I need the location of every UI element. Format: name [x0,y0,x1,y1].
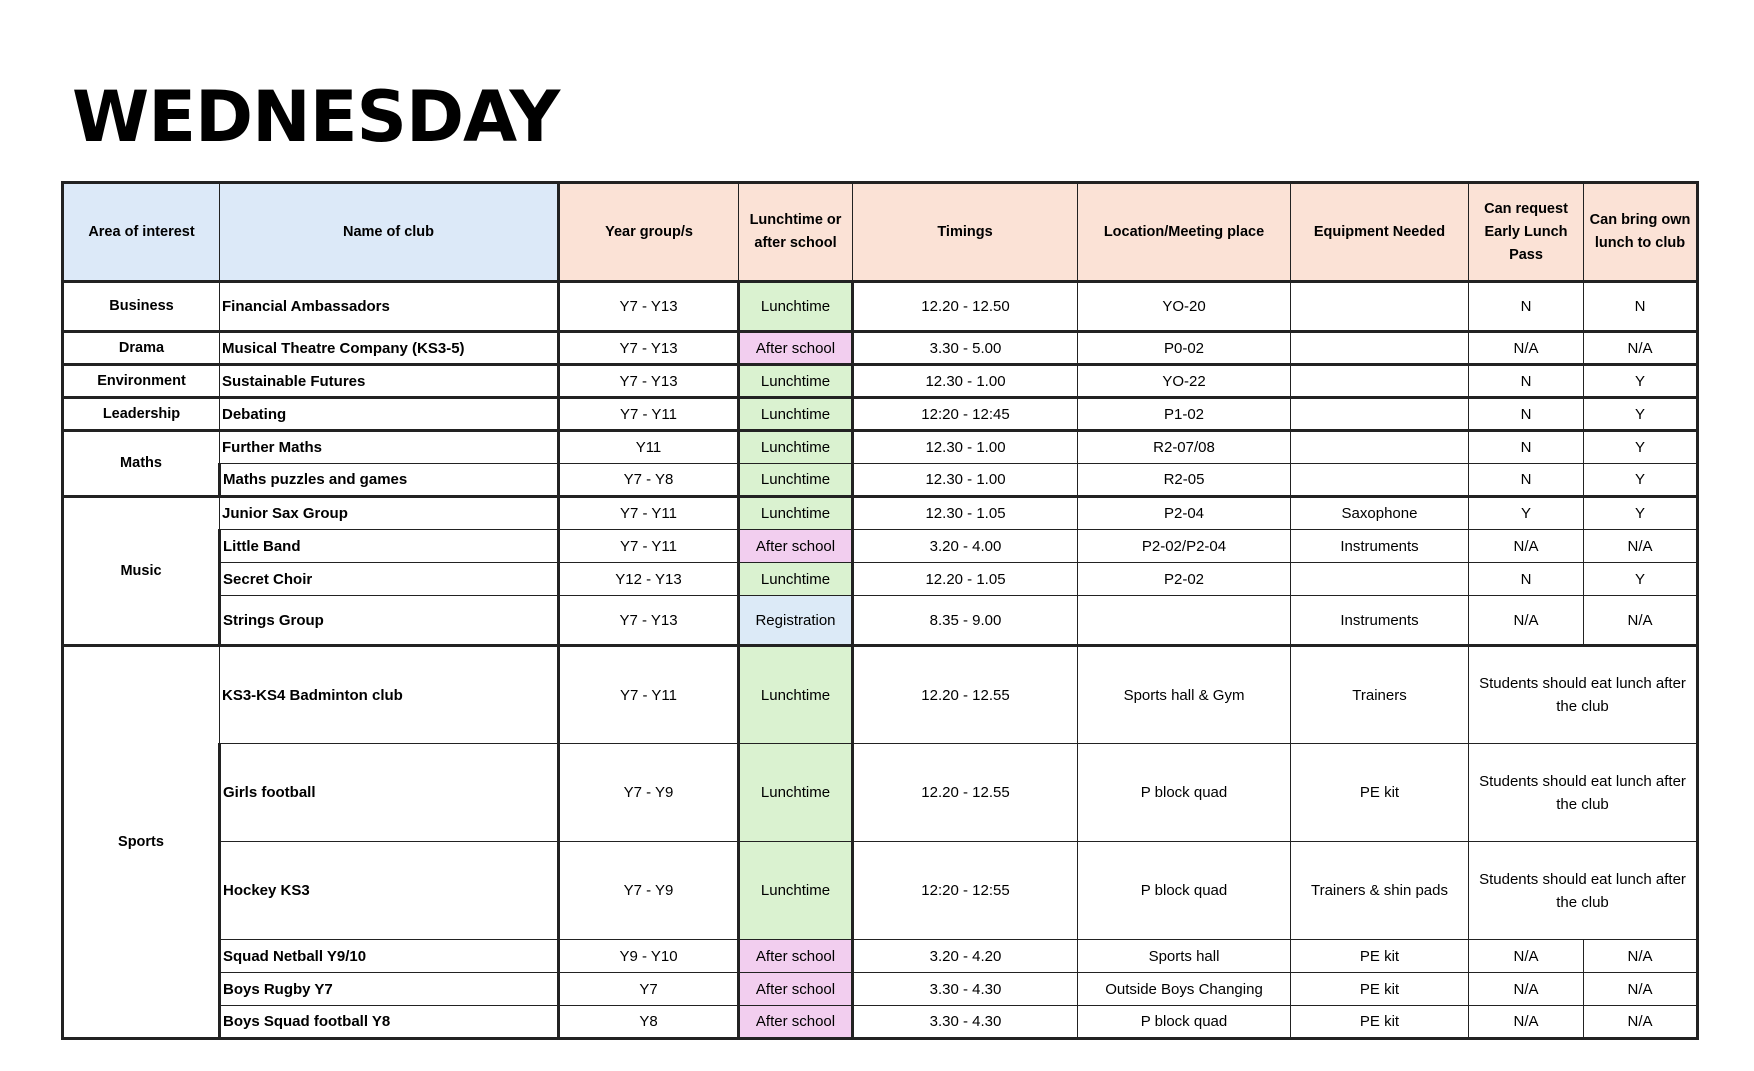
timings: 3.20 - 4.00 [853,530,1078,563]
early-lunch-pass: N/A [1469,596,1584,646]
own-lunch: N/A [1584,530,1698,563]
early-lunch-pass: N [1469,563,1584,596]
session-type: After school [739,1006,853,1039]
own-lunch: Y [1584,563,1698,596]
timings: 12.20 - 12.55 [853,646,1078,744]
location: P0-02 [1078,332,1291,365]
location: Sports hall & Gym [1078,646,1291,744]
year-group: Y7 - Y11 [559,398,739,431]
table-row [63,530,1698,563]
location [1078,596,1291,646]
location: YO-22 [1078,365,1291,398]
header-area: Area of interest [63,183,220,282]
location: P2-02 [1078,563,1291,596]
equipment [1291,563,1469,596]
early-lunch-pass: N [1469,431,1584,464]
year-group: Y7 - Y13 [559,332,739,365]
table-row [63,431,1698,464]
timings: 12.20 - 12.55 [853,744,1078,842]
lunch-note: Students should eat lunch after the club [1469,744,1698,842]
table-row [63,596,1698,646]
session-type: Registration [739,596,853,646]
equipment [1291,431,1469,464]
location: P block quad [1078,744,1291,842]
own-lunch: Y [1584,464,1698,497]
header-year: Year group/s [559,183,739,282]
own-lunch: Y [1584,365,1698,398]
page-title: WEDNESDAY [72,76,560,158]
timings: 12:20 - 12:45 [853,398,1078,431]
session-type: Lunchtime [739,431,853,464]
table-row [63,464,1698,497]
year-group: Y7 - Y13 [559,365,739,398]
session-type: Lunchtime [739,398,853,431]
location: Outside Boys Changing [1078,973,1291,1006]
location: YO-20 [1078,282,1291,332]
club-name: Boys Squad football Y8 [220,1006,559,1039]
table-body [63,282,1698,1039]
location: P block quad [1078,1006,1291,1039]
location: R2-05 [1078,464,1291,497]
club-name: Maths puzzles and games [220,464,559,497]
club-name: Little Band [220,530,559,563]
header-equipment: Equipment Needed [1291,183,1469,282]
club-name: Sustainable Futures [220,365,559,398]
header-session: Lunchtime or after school [739,183,853,282]
year-group: Y7 - Y11 [559,530,739,563]
table-row [63,973,1698,1006]
year-group: Y7 - Y13 [559,282,739,332]
year-group: Y7 - Y9 [559,842,739,940]
session-type: After school [739,940,853,973]
year-group: Y12 - Y13 [559,563,739,596]
own-lunch: N/A [1584,940,1698,973]
timings: 8.35 - 9.00 [853,596,1078,646]
table-row [63,744,1698,842]
area-leadership: Leadership [63,398,220,431]
location: P2-04 [1078,497,1291,530]
early-lunch-pass: N/A [1469,1006,1584,1039]
early-lunch-pass: Y [1469,497,1584,530]
own-lunch: N/A [1584,332,1698,365]
equipment: Instruments [1291,530,1469,563]
own-lunch: N/A [1584,973,1698,1006]
equipment [1291,365,1469,398]
club-name: Musical Theatre Company (KS3-5) [220,332,559,365]
equipment: PE kit [1291,973,1469,1006]
table-row [63,940,1698,973]
session-type: Lunchtime [739,282,853,332]
session-type: Lunchtime [739,497,853,530]
table-row [63,646,1698,744]
equipment [1291,464,1469,497]
year-group: Y7 - Y13 [559,596,739,646]
equipment: PE kit [1291,744,1469,842]
table-row [63,563,1698,596]
own-lunch: Y [1584,497,1698,530]
own-lunch: Y [1584,431,1698,464]
session-type: Lunchtime [739,464,853,497]
year-group: Y7 - Y11 [559,646,739,744]
session-type: Lunchtime [739,646,853,744]
early-lunch-pass: N/A [1469,940,1584,973]
timings: 12.30 - 1.00 [853,464,1078,497]
own-lunch: Y [1584,398,1698,431]
equipment: Trainers & shin pads [1291,842,1469,940]
club-name: Girls football [220,744,559,842]
area-music: Music [63,497,220,646]
session-type: After school [739,332,853,365]
own-lunch: N/A [1584,1006,1698,1039]
area-drama: Drama [63,332,220,365]
area-environment: Environment [63,365,220,398]
area-maths: Maths [63,431,220,497]
year-group: Y8 [559,1006,739,1039]
own-lunch: N [1584,282,1698,332]
header-location: Location/Meeting place [1078,183,1291,282]
club-name: Financial Ambassadors [220,282,559,332]
session-type: After school [739,973,853,1006]
club-name: Debating [220,398,559,431]
equipment: PE kit [1291,1006,1469,1039]
timings: 12:20 - 12:55 [853,842,1078,940]
equipment: Trainers [1291,646,1469,744]
table-row [63,497,1698,530]
timings: 12.30 - 1.05 [853,497,1078,530]
year-group: Y7 - Y11 [559,497,739,530]
equipment [1291,332,1469,365]
location: P1-02 [1078,398,1291,431]
header-timings: Timings [853,183,1078,282]
table-row [63,398,1698,431]
session-type: Lunchtime [739,744,853,842]
timings: 3.20 - 4.20 [853,940,1078,973]
year-group: Y7 - Y9 [559,744,739,842]
early-lunch-pass: N/A [1469,530,1584,563]
lunch-note: Students should eat lunch after the club [1469,646,1698,744]
lunch-note: Students should eat lunch after the club [1469,842,1698,940]
timings: 12.20 - 12.50 [853,282,1078,332]
wednesday-clubs-table [61,181,1699,1040]
table-row [63,282,1698,332]
timings: 12.30 - 1.00 [853,431,1078,464]
session-type: Lunchtime [739,563,853,596]
session-type: Lunchtime [739,842,853,940]
club-name: Secret Choir [220,563,559,596]
header-row [63,183,1698,282]
club-name: Junior Sax Group [220,497,559,530]
timings: 3.30 - 5.00 [853,332,1078,365]
year-group: Y9 - Y10 [559,940,739,973]
location: Sports hall [1078,940,1291,973]
club-name: Strings Group [220,596,559,646]
club-name: Boys Rugby Y7 [220,973,559,1006]
equipment [1291,398,1469,431]
club-name: KS3-KS4 Badminton club [220,646,559,744]
header-early-pass: Can request Early Lunch Pass [1469,183,1584,282]
year-group: Y7 [559,973,739,1006]
early-lunch-pass: N [1469,464,1584,497]
header-name: Name of club [220,183,559,282]
table-row [63,365,1698,398]
header-own-lunch: Can bring own lunch to club [1584,183,1698,282]
session-type: After school [739,530,853,563]
table-row [63,1006,1698,1039]
timings: 12.20 - 1.05 [853,563,1078,596]
early-lunch-pass: N [1469,398,1584,431]
early-lunch-pass: N/A [1469,332,1584,365]
table-row [63,842,1698,940]
early-lunch-pass: N/A [1469,973,1584,1006]
location: R2-07/08 [1078,431,1291,464]
year-group: Y7 - Y8 [559,464,739,497]
area-business: Business [63,282,220,332]
equipment: Instruments [1291,596,1469,646]
timings: 3.30 - 4.30 [853,973,1078,1006]
location: P2-02/P2-04 [1078,530,1291,563]
table-row [63,332,1698,365]
location: P block quad [1078,842,1291,940]
timings: 12.30 - 1.00 [853,365,1078,398]
equipment: Saxophone [1291,497,1469,530]
equipment: PE kit [1291,940,1469,973]
early-lunch-pass: N [1469,282,1584,332]
timings: 3.30 - 4.30 [853,1006,1078,1039]
area-sports: Sports [63,646,220,1039]
own-lunch: N/A [1584,596,1698,646]
year-group: Y11 [559,431,739,464]
session-type: Lunchtime [739,365,853,398]
club-name: Hockey KS3 [220,842,559,940]
club-name: Squad Netball Y9/10 [220,940,559,973]
club-name: Further Maths [220,431,559,464]
equipment [1291,282,1469,332]
early-lunch-pass: N [1469,365,1584,398]
